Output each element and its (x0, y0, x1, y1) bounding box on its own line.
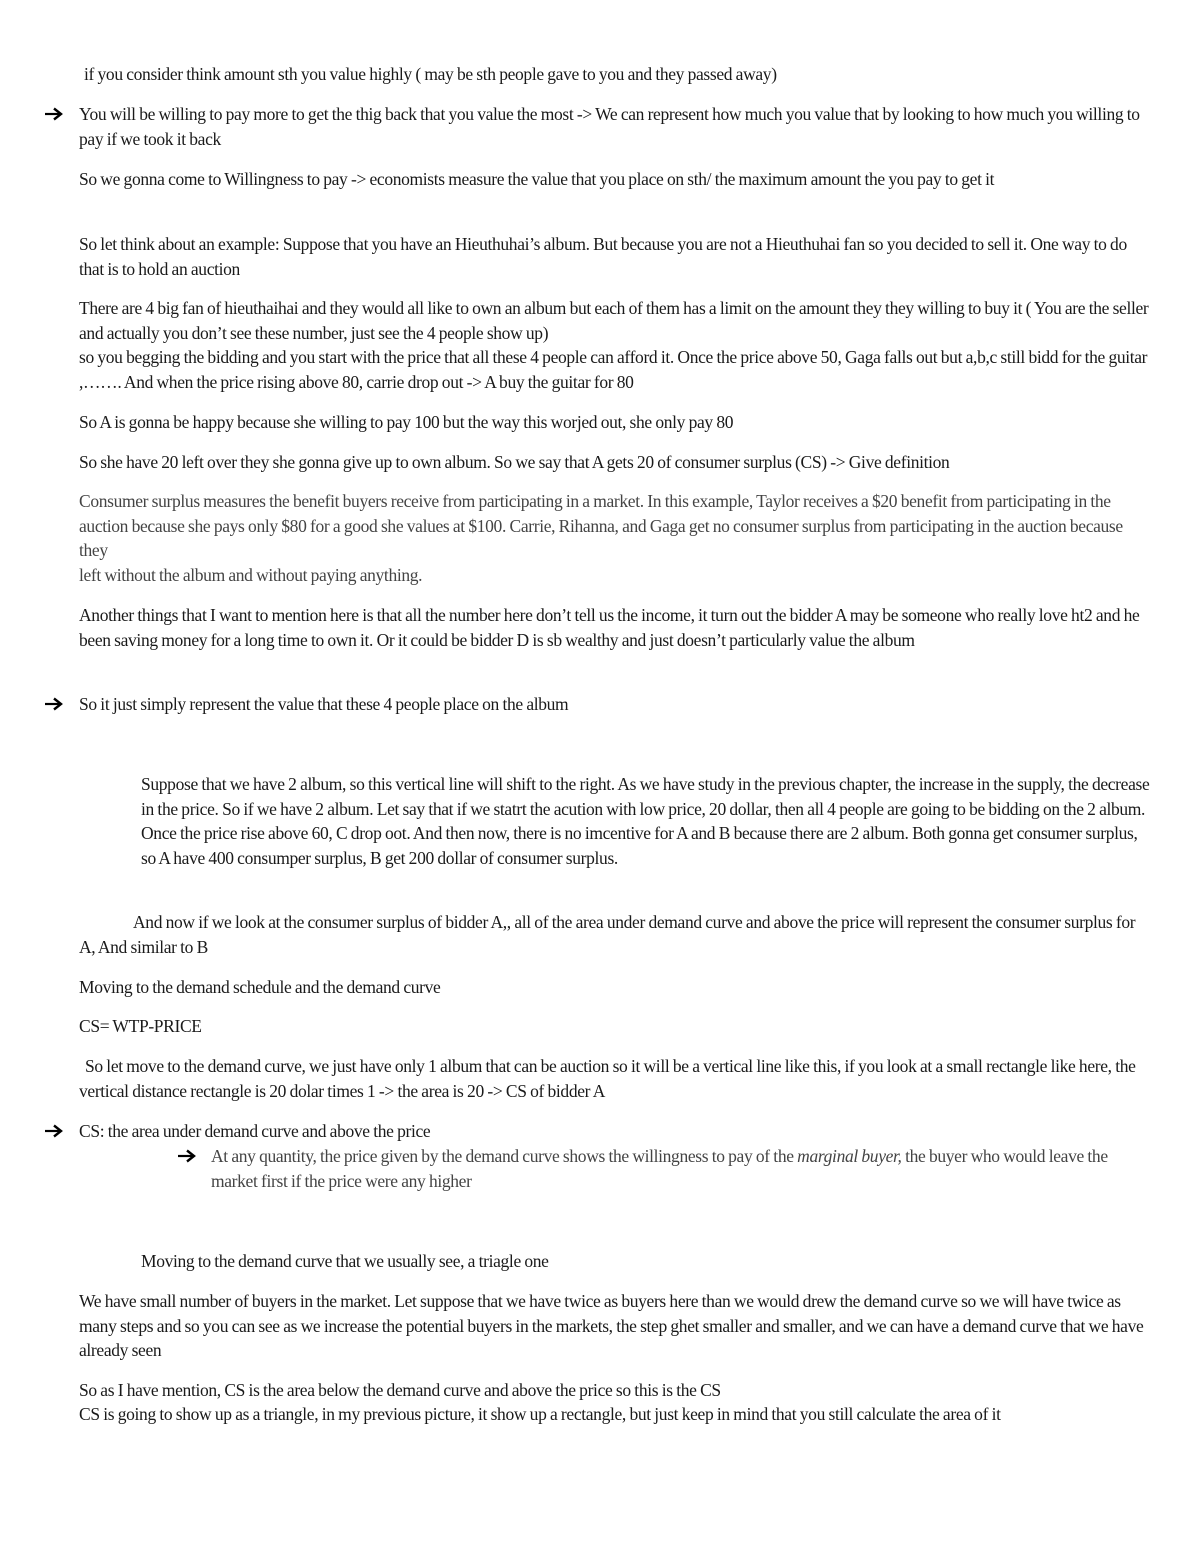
paragraph-11: Suppose that we have 2 album, so this vertical line will shift to the right. As we have study in the previous chapter, the increase in the supply, the decrease in the price. So if we have 2 album. Let say that if we statrt the acution with low price, 20 dollar, then all 4 people are going to be bidding on the 2 album. Once the price rise above 60, C drop oot. And then now, there is no imcentive for A and B because there are 2 album. Both gonna get consumer surplus, so A have 400 consumper surplus, B get 200 dollar of consumer surplus. (141, 774, 1150, 868)
marginal-buyer-term: marginal buyer, (797, 1146, 902, 1166)
paragraph-7: So she have 20 left over they she gonna give up to own album. So we say that A gets 20 of consumer surplus (CS) -> Give definition (79, 452, 950, 472)
paragraph-19: We have small number of buyers in the market. Let suppose that we have twice as buyers here than we would drew the demand curve so we will have twice as many steps and so you can see as we increase the potential buyers in the markets, the step ghet smaller and smaller, and we can have a demand curve that we have already seen (79, 1291, 1144, 1360)
sub-bullet-paragraph (211, 1144, 1154, 1193)
right-arrow-icon (44, 1124, 64, 1138)
paragraph-5b: so you begging the bidding and you start with the price that all these 4 people can afford it. Once the price above 50, Gaga falls out but a,b,c still bidd for the guitar ,……. And when the price rising above 80, carrie drop out -> A buy the guitar for 80 (79, 347, 1148, 392)
right-arrow-icon (44, 107, 64, 121)
paragraph-9: Another things that I want to mention here is that all the number here don’t tell us the income, it turn out the bidder A may be someone who really love ht2 and he been saving money for a long time to own it. Or it could be bidder D is sb wealthy and just doesn’t particularly value the album (79, 605, 1140, 650)
paragraph-4: So let think about an example: Suppose that you have an Hieuthuhai’s album. But because you are not a Hieuthuhai fan so you decided to sell it. One way to do that is to hold an auction (79, 234, 1127, 279)
paragraph-20b: CS is going to show up as a triangle, in my previous picture, it show up a rectangle, but just keep in mind that you still calculate the area of it (79, 1404, 1001, 1424)
paragraph-16: CS: the area under demand curve and above the price (79, 1121, 431, 1141)
paragraph-10: So it just simply represent the value that these 4 people place on the album (79, 694, 569, 714)
quoted-definition-end: left without the album and without paying anything. (79, 565, 423, 585)
paragraph-6: So A is gonna be happy because she willing to pay 100 but the way this worjed out, she only pay 80 (79, 412, 734, 432)
paragraph-20a: So as I have mention, CS is the area below the demand curve and above the price so this is the CS (79, 1380, 721, 1400)
sub-bullet-text-start: At any quantity, the price given by the demand curve shows the willingness to pay of the (211, 1146, 798, 1166)
paragraph-12: And now if we look at the consumer surplus of bidder A,, all of the area under demand curve and above the price will represent the consumer surplus for A, And similar to B (79, 912, 1136, 957)
paragraph-1: if you consider think amount sth you value highly ( may be sth people gave to you and they passed away) (84, 64, 777, 84)
paragraph-5a: There are 4 big fan of hieuthaihai and they would all like to own an album but each of them has a limit on the amount they they willing to buy it ( You are the seller and actually you don’t see these number, just see the 4 people show up) (79, 298, 1149, 343)
formula-line: CS= WTP-PRICE (79, 1016, 202, 1036)
sub-bullet-text-end: the buyer who would leave the market first if the price were any higher (211, 1146, 1108, 1191)
paragraph-2: You will be willing to pay more to get the thig back that you value the most -> We can represent how much you value that by looking to how much you willing to pay if we took it back (79, 104, 1140, 149)
paragraph-18: Moving to the demand curve that we usually see, a triagle one (141, 1251, 549, 1271)
right-arrow-icon (177, 1149, 197, 1163)
quoted-definition: Consumer surplus measures the benefit buyers receive from participating in a market. In this example, Taylor receives a $20 benefit from participating in the auction because she pays only $80 for a good she values at $100. Carrie, Rihanna, and Gaga get no consumer surplus from participating in the auction because they (79, 491, 1123, 560)
paragraph-15: So let move to the demand curve, we just have only 1 album that can be auction so it will be a vertical line like this, if you look at a small rectangle like here, the vertical distance rectangle is 20 dolar times 1 -> the area is 20 -> CS of bidder A (79, 1056, 1136, 1101)
right-arrow-icon (44, 697, 64, 711)
paragraph-13: Moving to the demand schedule and the demand curve (79, 977, 441, 997)
paragraph-3: So we gonna come to Willingness to pay -> economists measure the value that you place on sth/ the maximum amount the you pay to get it (79, 169, 995, 189)
